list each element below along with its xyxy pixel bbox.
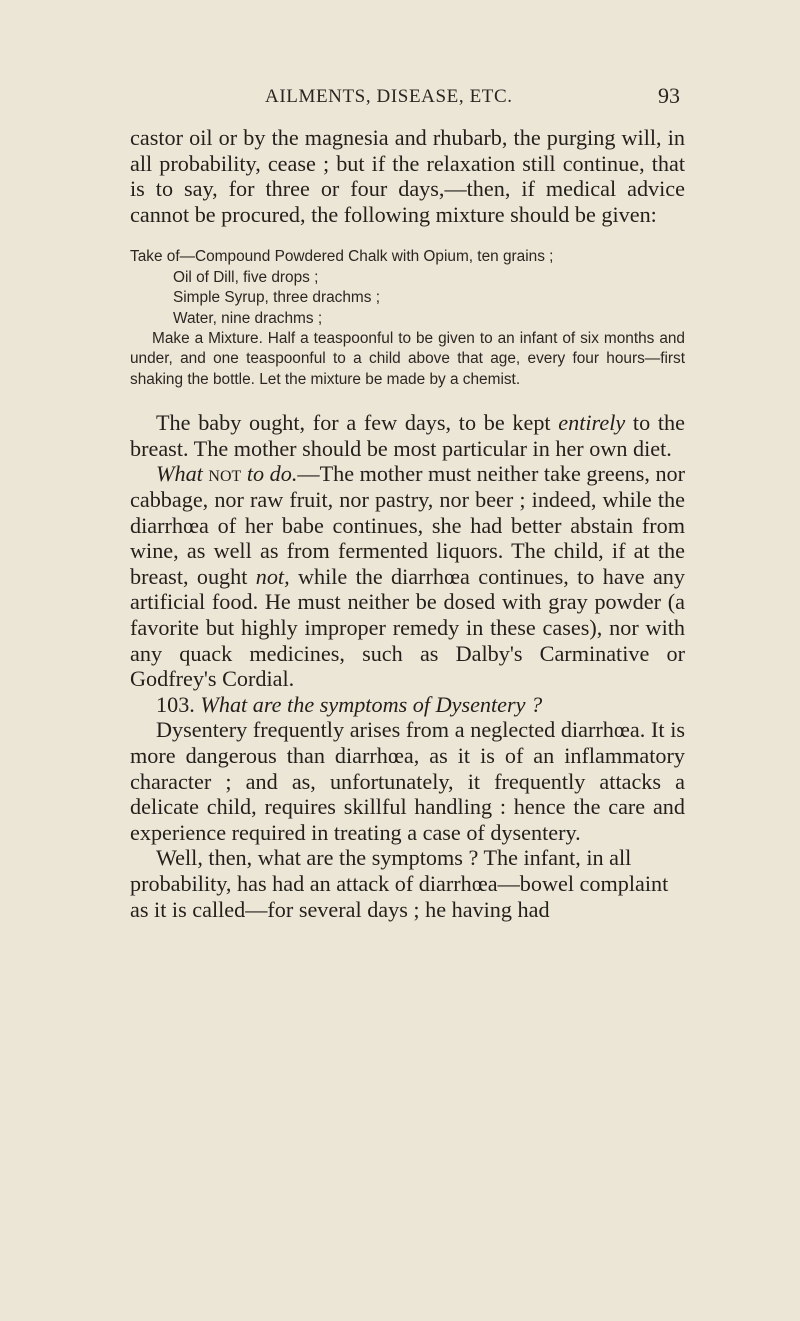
what-not-text-2: while the diarrhœa continues, to have any artificial food. He must neither be dosed with gray powder (a favorite but highly improper remedy in these cases), nor with any quack medicines, such as Dalby's Carminative or Godfrey's Cordial. [130,563,685,692]
recipe-directions: Make a Mixture. Half a teaspoonful to be given to an infant of six months and under, and one teaspoonful to a child above that age, every four hours—first shaking the bottle. Let the mixture be made by a chemist. [130,330,685,388]
recipe-oil-of-dill: Oil of Dill, five drops ; [173,268,319,286]
paragraph-2-italic: entirely [558,410,626,436]
paragraph-what-not-to-do [130,461,685,691]
chapter-title: AILMENTS, DISEASE, ETC. [265,86,513,107]
paragraph-2-after: to the breast. The mother should be most particular in her own diet. [130,410,685,461]
paragraph-2-before: The baby ought, for a few days, to be kept [156,410,559,436]
running-header [130,83,680,114]
page-body [130,125,685,922]
question-text: What are the symptoms of Dysentery ? [200,691,543,717]
recipe-simple-syrup: Simple Syrup, three drachms ; [173,289,380,307]
what-not-text-1: —The mother must neither take greens, nor cabbage, nor raw fruit, nor pastry, nor beer ; indeed, while the diarrhœa of her babe continues, she had better abstain from wine, as well as from fermented liquors. The child, if at the breast, ought [130,461,686,589]
recipe-water: Water, nine drachms ; [173,309,323,327]
paragraph-symptoms: Well, then, what are the symptoms ? The infant, in all probability, has had an attack of diarrhœa—bowel complaint as it is called—for several days ; he having had [130,845,669,922]
paragraph-dysentery: Dysentery frequently arises from a neglected diarrhœa. It is more dangerous than diarrhœa, as it is of an inflammatory character ; and as, unfortunately, it frequently attacks a delicate child, requires skillful handling : hence the care and experience required in treating a case of dysentery. [130,717,685,845]
question-number: 103. [156,691,195,717]
what-not-italic-not: not, [255,563,290,589]
what-not-italic-todo: to do. [246,461,298,487]
question-103-heading [130,692,685,718]
paragraph-breast-feeding [130,410,685,461]
page-number: 93 [658,83,680,108]
recipe-block [130,247,685,390]
what-not-italic-what: What [156,461,203,487]
what-not-smallcaps: not [208,461,242,487]
paragraph-castor-oil: castor oil or by the magnesia and rhubarb, the purging will, in all probability, cease ; but if the relaxation still continue, that is to say, for three or four days,—then, if medical advice cannot be procured, the following mixture should be given: [130,125,685,227]
recipe-take-of: Take of—Compound Powdered Chalk with Opium, ten grains ; [130,248,554,266]
